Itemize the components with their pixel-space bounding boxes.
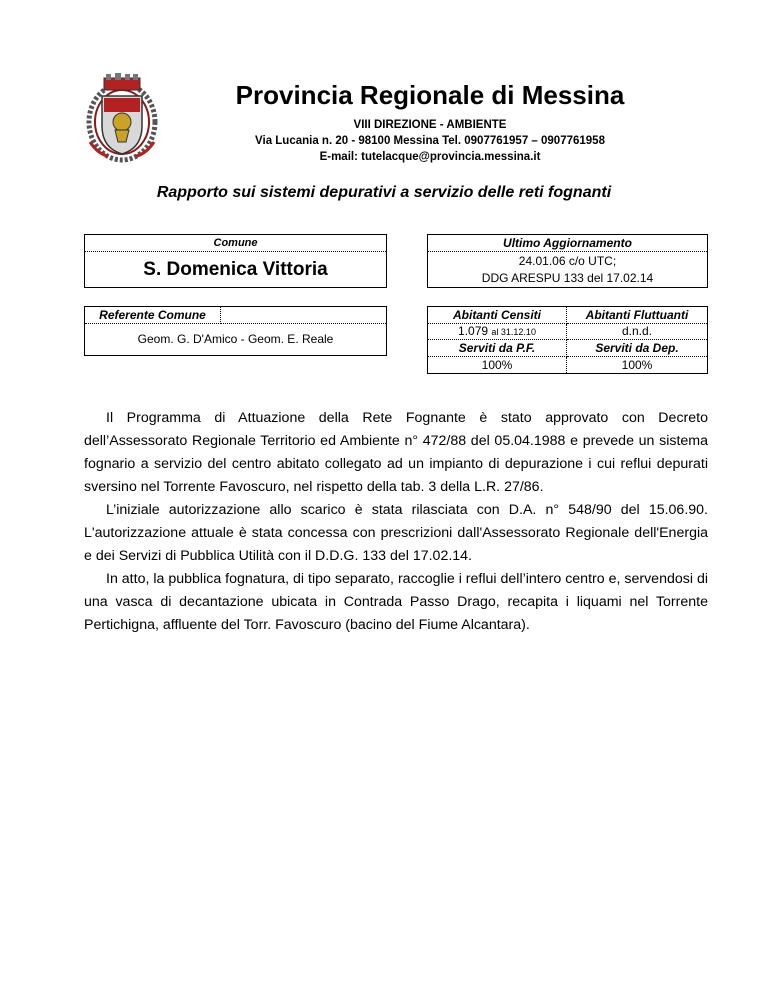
censiti-date: al 31.12.10	[491, 327, 536, 337]
body-text	[84, 407, 708, 637]
population-stats-box	[427, 306, 708, 374]
paragraph-3: In atto, la pubblica fognatura, di tipo separato, raccoglie i reflui dell’intero centro e, servendosi di una vasca di decantazione ubicata in Contrada Passo Drago, recapita i liquami nel Torrente Pertichigna, affluente del Torr. Favoscuro (bacino del Fiume Alcantara).	[84, 571, 708, 633]
comune-box	[84, 234, 387, 288]
censiti-cell	[428, 324, 567, 340]
censiti-value: 1.079	[458, 324, 489, 338]
fluttuanti-value: d.n.d.	[567, 324, 707, 340]
report-title: Rapporto sui sistemi depurativi a servizio delle reti fognanti	[156, 184, 612, 201]
last-update-label: Ultimo Aggiornamento	[428, 235, 707, 252]
department-line: VIII DIREZIONE - AMBIENTE	[353, 119, 507, 131]
address-line: Via Lucania n. 20 - 98100 Messina Tel. 0907761957 – 0907761958	[255, 135, 605, 147]
last-update-line1: 24.01.06 c/o UTC;	[518, 254, 617, 268]
comune-label: Comune	[85, 235, 386, 252]
referente-box	[84, 306, 387, 356]
paragraph-2: L’iniziale autorizzazione allo scarico è stata rilasciata con D.A. n° 548/90 del 15.06.90. L'autorizzazione attuale è stata concessa con prescrizioni dall'Assessorato Regionale dell'Energia e dei Servizi di Pubblica Utilità con il D.D.G. 133 del 17.02.14.	[84, 502, 708, 564]
referente-empty-cell	[221, 307, 386, 324]
pf-value: 100%	[428, 357, 567, 373]
last-update-box	[427, 234, 708, 288]
dep-value: 100%	[621, 358, 653, 372]
comune-name: S. Domenica Vittoria	[143, 259, 328, 280]
dep-label: Serviti da Dep.	[567, 340, 707, 357]
fluttuanti-label: Abitanti Fluttuanti	[567, 307, 707, 324]
referente-label: Referente Comune	[85, 307, 221, 324]
organization-title: Provincia Regionale di Messina	[235, 80, 625, 110]
last-update-line2: DDG ARESPU 133 del 17.02.14	[481, 271, 654, 285]
paragraph-1: Il Programma di Attuazione della Rete Fognante è stato approvato con Decreto dell’Assessorato Regionale Territorio ed Ambiente n° 472/88 del 05.04.1988 e prevede un sistema fognario a servizio del centro abitato collegato ad un impianto di depurazione i cui reflui depurati sversino nel Torrente Favoscuro, nel rispetto della tab. 3 della L.R. 27/86.	[84, 410, 708, 495]
censiti-label: Abitanti Censiti	[428, 307, 567, 324]
referente-names: Geom. G. D'Amico - Geom. E. Reale	[137, 332, 334, 346]
email-line: E-mail: tutelacque@provincia.messina.it	[319, 151, 541, 163]
province-coat-of-arms-logo	[84, 72, 160, 164]
pf-label: Serviti da P.F.	[428, 340, 567, 357]
